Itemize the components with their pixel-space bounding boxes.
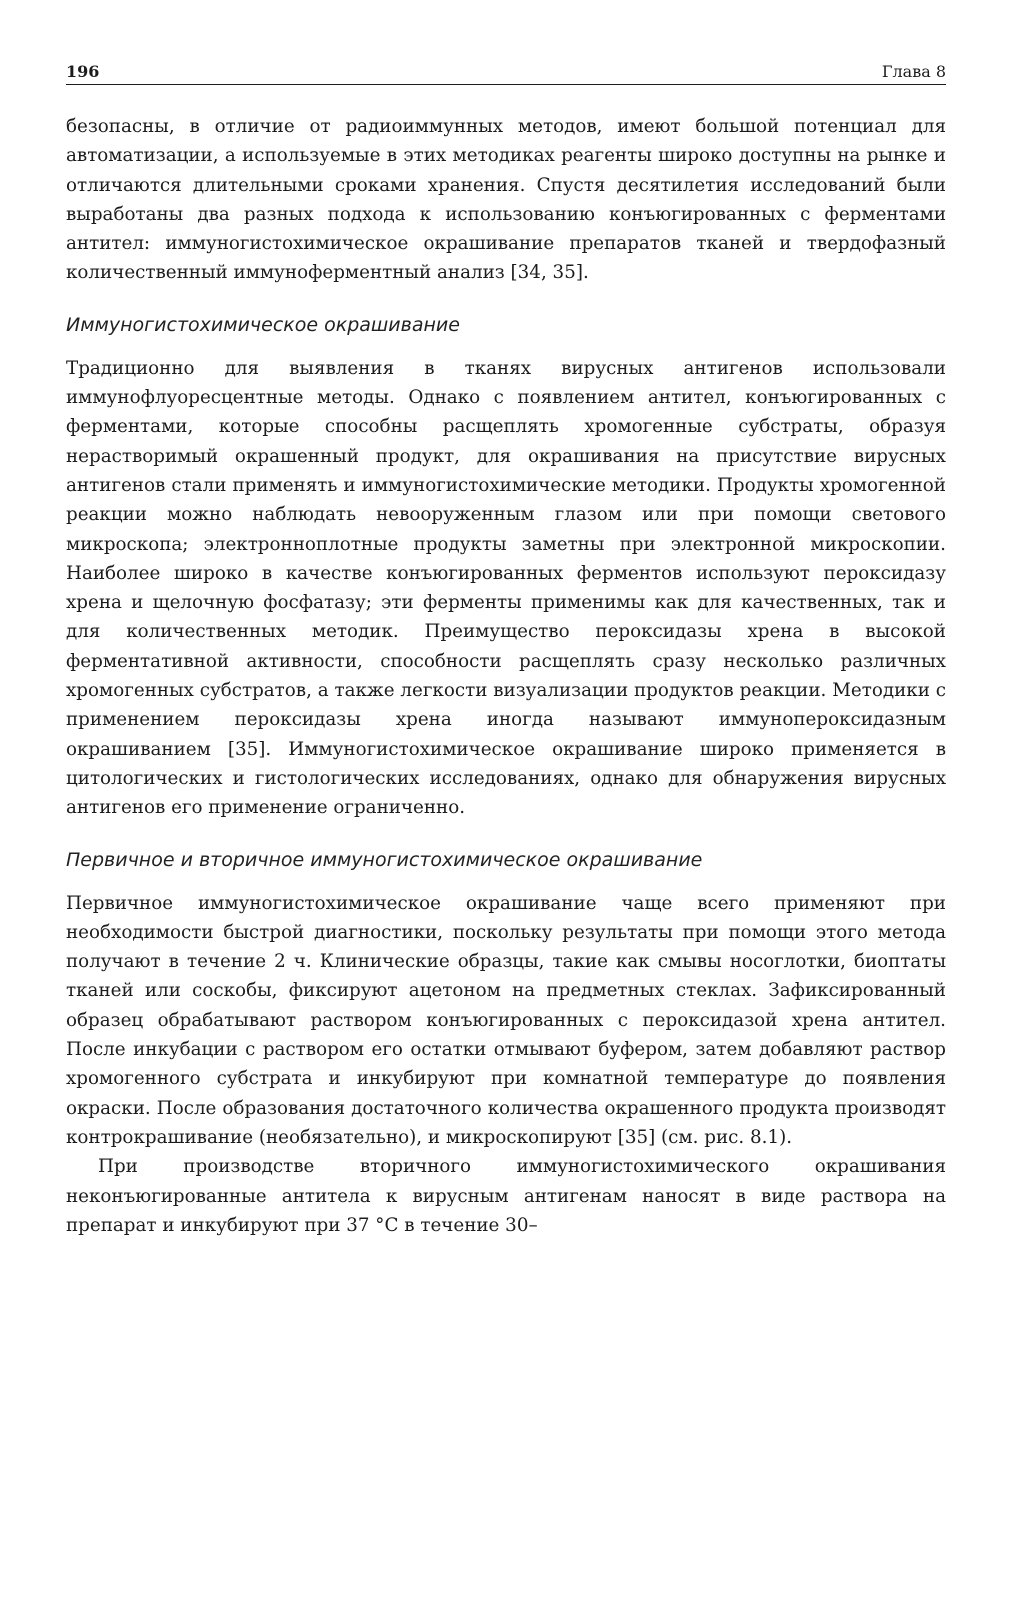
section-heading: Иммуногистохимическое окрашивание <box>66 313 460 336</box>
paragraph: Первичное иммуногистохимическое окрашивание чаще всего применяют при необходимости быстрой диагностики, поскольку результаты при помощи этого метода получают в течение 2 ч. Клинические образцы, такие как смывы носоглотки, биоптаты тканей или соскобы, фиксируют ацетоном на предметных стеклах. Зафиксированный образец обрабатывают раствором конъюгированных с пероксидазой хрена антител. После инкубации с раствором его остатки отмывают буфером, затем добавляют раствор хромогенного субстрата и инкубируют при комнатной температуре до появления окраски. После образования достаточного количества окрашенного продукта производят контрокрашивание (необязательно), и микроскопируют [35] (см. рис. 8.1). <box>66 892 946 1148</box>
chapter-title: Глава 8 <box>881 62 946 81</box>
paragraph: безопасны, в отличие от радиоиммунных методов, имеют большой потенциал для автоматизации, а используемые в этих методиках реагенты широко доступны на рынке и отличаются длительными сроками хранения. Спустя десятилетия исследований были выработаны два разных подхода к использованию конъюгированных с ферментами антител: иммуногистохимическое окрашивание препаратов тканей и твердофазный количественный иммуноферментный анализ [34, 35]. <box>66 116 946 284</box>
page-number: 196 <box>66 62 100 81</box>
paragraph: Традиционно для выявления в тканях вирусных антигенов использовали иммунофлуоресцентные методы. Однако с появлением антител, конъюгированных с ферментами, которые способны расщеплять хромогенные субстраты, образуя нерастворимый окрашенный продукт, для окрашивания на присутствие вирусных антигенов стали применять и иммуногистохимические методики. Продукты хромогенной реакции можно наблюдать невооруженным глазом или при помощи светового микроскопа; электронноплотные продукты заметны при электронной микроскопии. Наиболее широко в качестве конъюгированных ферментов используют пероксидазу хрена и щелочную фосфатазу; эти ферменты применимы как для качественных, так и для количественных методик. Преимущество пероксидазы хрена в высокой ферментативной активности, способности расщеплять сразу несколько различных хромогенных субстратов, а также легкости визуализации продуктов реакции. Методики с применением пероксидазы хрена иногда называют иммунопероксидазным окрашиванием [35]. Иммуногистохимическое окрашивание широко применяется в цитологических и гистологических исследованиях, однако для обнаружения вирусных антигенов его применение ограниченно. <box>66 357 946 819</box>
paragraph: При производстве вторичного иммуногистохимического окрашивания неконъюгированные антитела к вирусным антигенам наносят в виде раствора на препарат и инкубируют при 37 °C в течение 30– <box>66 1156 946 1236</box>
section-heading: Первичное и вторичное иммуногистохимическое окрашивание <box>66 848 703 871</box>
running-header <box>66 62 946 85</box>
page-body <box>66 112 946 1240</box>
